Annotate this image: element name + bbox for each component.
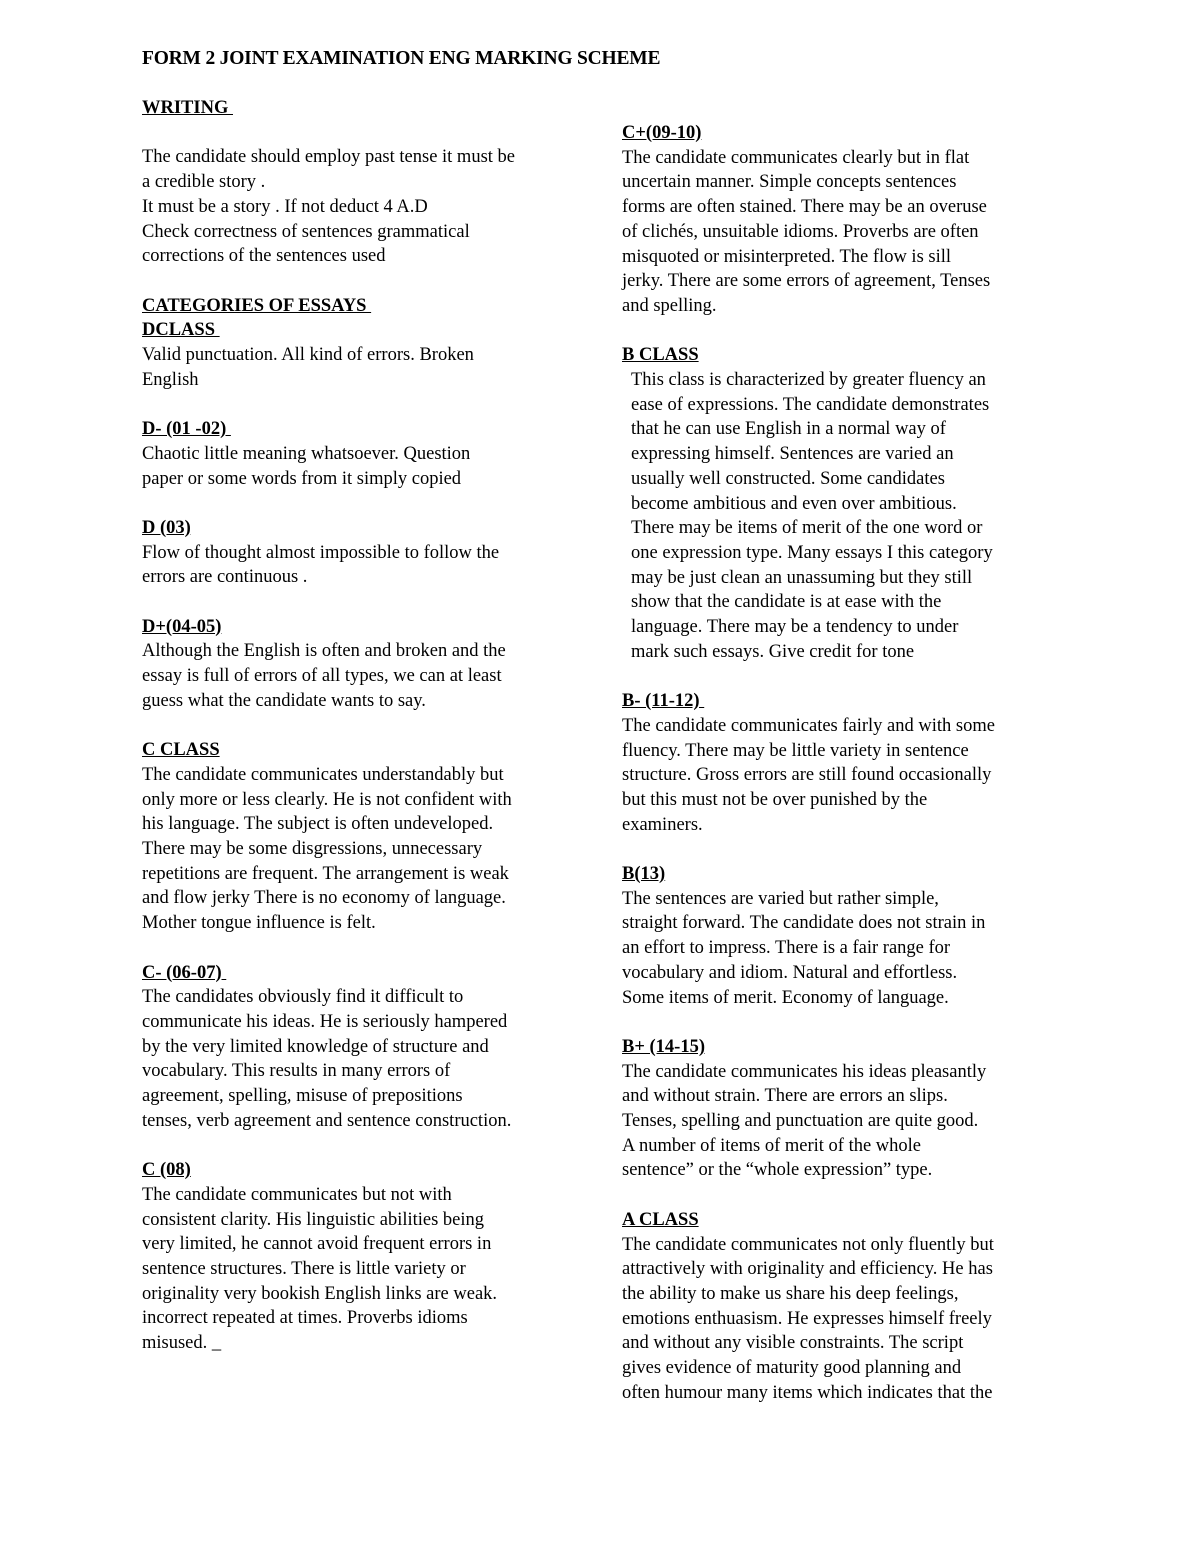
c-line: The candidate communicates but not with xyxy=(142,1184,452,1205)
c-plus-line: forms are often stained. There may be an overuse xyxy=(622,197,987,218)
b-class-line: There may be items of merit of the one word or xyxy=(631,518,983,539)
b-line: Some items of merit. Economy of language. xyxy=(622,987,949,1008)
a-class-heading: A CLASS xyxy=(622,1209,699,1230)
writing-heading: WRITING xyxy=(142,98,233,118)
c-class-line: only more or less clearly. He is not confident with xyxy=(142,789,512,810)
d-line: errors are continuous . xyxy=(142,567,308,588)
writing-line: a credible story . xyxy=(142,172,266,193)
section-writing xyxy=(142,96,592,269)
dclass-line: Valid punctuation. All kind of errors. Broken xyxy=(142,345,474,365)
b-class-line: that he can use English in a normal way of xyxy=(631,419,946,440)
b-minus-line: fluency. There may be little variety in sentence xyxy=(622,740,969,761)
b-class-line: expressing himself. Sentences are varied an xyxy=(631,444,954,465)
b-minus-line: examiners. xyxy=(622,814,703,835)
c-line: originality very bookish English links are weak. xyxy=(142,1283,498,1304)
b-class-line: become ambitious and even over ambitious. xyxy=(631,493,957,514)
b-plus-line: Tenses, spelling and punctuation are quite good. xyxy=(622,1111,979,1132)
b-heading: B(13) xyxy=(622,864,666,885)
c-minus-line: by the very limited knowledge of structure and xyxy=(142,1036,489,1057)
d-plus-heading: D+(04-05) xyxy=(142,616,222,637)
c-class-line: There may be some disgressions, unnecessary xyxy=(142,839,483,859)
section-b-minus xyxy=(622,689,1072,837)
d-plus-line: Although the English is often and broken and the xyxy=(142,641,506,662)
a-class-line: and without any visible constraints. The script xyxy=(622,1333,964,1354)
b-class-line: This class is characterized by greater fluency an xyxy=(631,370,986,391)
section-b xyxy=(622,862,1072,1010)
c-line: incorrect repeated at times. Proverbs idioms xyxy=(142,1308,468,1329)
a-class-line: often humour many items which indicates that the xyxy=(622,1382,993,1403)
b-minus-line: structure. Gross errors are still found occasionally xyxy=(622,765,992,786)
c-minus-line: tenses, verb agreement and sentence construction. xyxy=(142,1110,512,1131)
c-plus-line: The candidate communicates clearly but in flat xyxy=(622,147,970,168)
c-class-line: his language. The subject is often undeveloped. xyxy=(142,814,494,835)
a-class-line: gives evidence of maturity good planning and xyxy=(622,1358,962,1379)
c-plus-line: misquoted or misinterpreted. The flow is sill xyxy=(622,246,952,267)
section-c-plus xyxy=(622,121,1072,319)
b-class-heading: B CLASS xyxy=(622,345,699,366)
page-title: FORM 2 JOINT EXAMINATION ENG MARKING SCHEME xyxy=(142,48,661,69)
d-plus-line: guess what the candidate wants to say. xyxy=(142,690,426,711)
section-b-plus xyxy=(622,1035,1072,1183)
dclass-heading: DCLASS xyxy=(142,320,220,341)
c-class-heading: C CLASS xyxy=(142,740,220,761)
c-minus-heading: C- (06-07) xyxy=(142,962,227,983)
c-plus-heading: C+(09-10) xyxy=(622,123,702,143)
c-plus-line: of clichés, unsuitable idioms. Proverbs are often xyxy=(622,221,979,242)
b-line: The sentences are varied but rather simple, xyxy=(622,888,939,909)
writing-line: corrections of the sentences used xyxy=(142,246,386,267)
section-c-class xyxy=(142,738,592,936)
c-line: very limited, he cannot avoid frequent errors in xyxy=(142,1234,492,1255)
a-class-line: The candidate communicates not only fluently but xyxy=(622,1234,994,1255)
d-heading: D (03) xyxy=(142,517,191,538)
b-plus-heading: B+ (14-15) xyxy=(622,1036,705,1057)
right-column xyxy=(622,121,1072,1405)
section-d xyxy=(142,516,592,590)
b-line: straight forward. The candidate does not strain in xyxy=(622,913,986,934)
c-class-line: The candidate communicates understandably but xyxy=(142,764,504,785)
b-class-line: mark such essays. Give credit for tone xyxy=(631,641,915,662)
c-line: misused. _ xyxy=(142,1333,222,1354)
b-plus-line: The candidate communicates his ideas pleasantly xyxy=(622,1061,987,1082)
c-plus-line: and spelling. xyxy=(622,295,717,316)
c-minus-line: communicate his ideas. He is seriously hampered xyxy=(142,1011,508,1032)
a-class-line: attractively with originality and efficiency. He has xyxy=(622,1259,993,1280)
dclass-line: English xyxy=(142,369,199,390)
d-plus-line: essay is full of errors of all types, we can at least xyxy=(142,666,502,687)
b-plus-line: and without strain. There are errors an slips. xyxy=(622,1086,948,1107)
d-line: Flow of thought almost impossible to follow the xyxy=(142,542,500,563)
d-minus-heading: D- (01 -02) xyxy=(142,419,231,440)
c-class-line: and flow jerky There is no economy of language. xyxy=(142,888,506,909)
writing-line: Check correctness of sentences grammatical xyxy=(142,221,470,242)
c-minus-line: The candidates obviously find it difficult to xyxy=(142,987,464,1008)
c-minus-line: agreement, spelling, misuse of prepositions xyxy=(142,1086,463,1107)
writing-line: The candidate should employ past tense it must be xyxy=(142,147,515,168)
writing-line: It must be a story . If not deduct 4 A.D xyxy=(142,196,428,217)
b-minus-line: but this must not be over punished by the xyxy=(622,789,928,810)
c-plus-line: uncertain manner. Simple concepts sentences xyxy=(622,172,957,193)
section-categories xyxy=(142,294,592,393)
c-plus-line: jerky. There are some errors of agreement, Tenses xyxy=(622,271,991,292)
section-c xyxy=(142,1158,592,1356)
b-class-line: ease of expressions. The candidate demonstrates xyxy=(631,394,990,415)
d-minus-line: Chaotic little meaning whatsoever. Question xyxy=(142,443,471,464)
c-class-line: Mother tongue influence is felt. xyxy=(142,913,376,934)
c-line: sentence structures. There is little variety or xyxy=(142,1258,466,1279)
b-line: vocabulary and idiom. Natural and effortless. xyxy=(622,962,958,983)
b-plus-line: A number of items of merit of the whole xyxy=(622,1135,922,1156)
a-class-line: the ability to make us share his deep feelings, xyxy=(622,1283,959,1304)
section-d-minus xyxy=(142,417,592,491)
spacer xyxy=(142,121,592,146)
b-class-line: usually well constructed. Some candidates xyxy=(631,468,945,489)
b-minus-line: The candidate communicates fairly and with some xyxy=(622,715,995,736)
left-column xyxy=(142,96,592,1356)
c-heading: C (08) xyxy=(142,1160,191,1181)
section-d-plus xyxy=(142,615,592,714)
section-a-class xyxy=(622,1208,1072,1406)
categories-heading: CATEGORIES OF ESSAYS xyxy=(142,295,372,316)
b-class-line: one expression type. Many essays I this category xyxy=(631,542,993,563)
b-minus-heading: B- (11-12) xyxy=(622,691,705,712)
section-c-minus xyxy=(142,961,592,1134)
c-line: consistent clarity. His linguistic abilities being xyxy=(142,1209,485,1230)
c-minus-line: vocabulary. This results in many errors of xyxy=(142,1061,451,1082)
c-class-line: repetitions are frequent. The arrangement is weak xyxy=(142,863,509,884)
b-line: an effort to impress. There is a fair range for xyxy=(622,938,951,959)
b-class-line: language. There may be a tendency to under xyxy=(631,617,959,638)
b-class-line: show that the candidate is at ease with the xyxy=(631,592,942,613)
d-minus-line: paper or some words from it simply copied xyxy=(142,468,462,489)
b-plus-line: sentence” or the “whole expression” type. xyxy=(622,1160,933,1181)
b-class-line: may be just clean an unassuming but they still xyxy=(631,567,973,588)
a-class-line: emotions enthuasism. He expresses himself freely xyxy=(622,1308,992,1329)
section-b-class xyxy=(622,343,1072,664)
